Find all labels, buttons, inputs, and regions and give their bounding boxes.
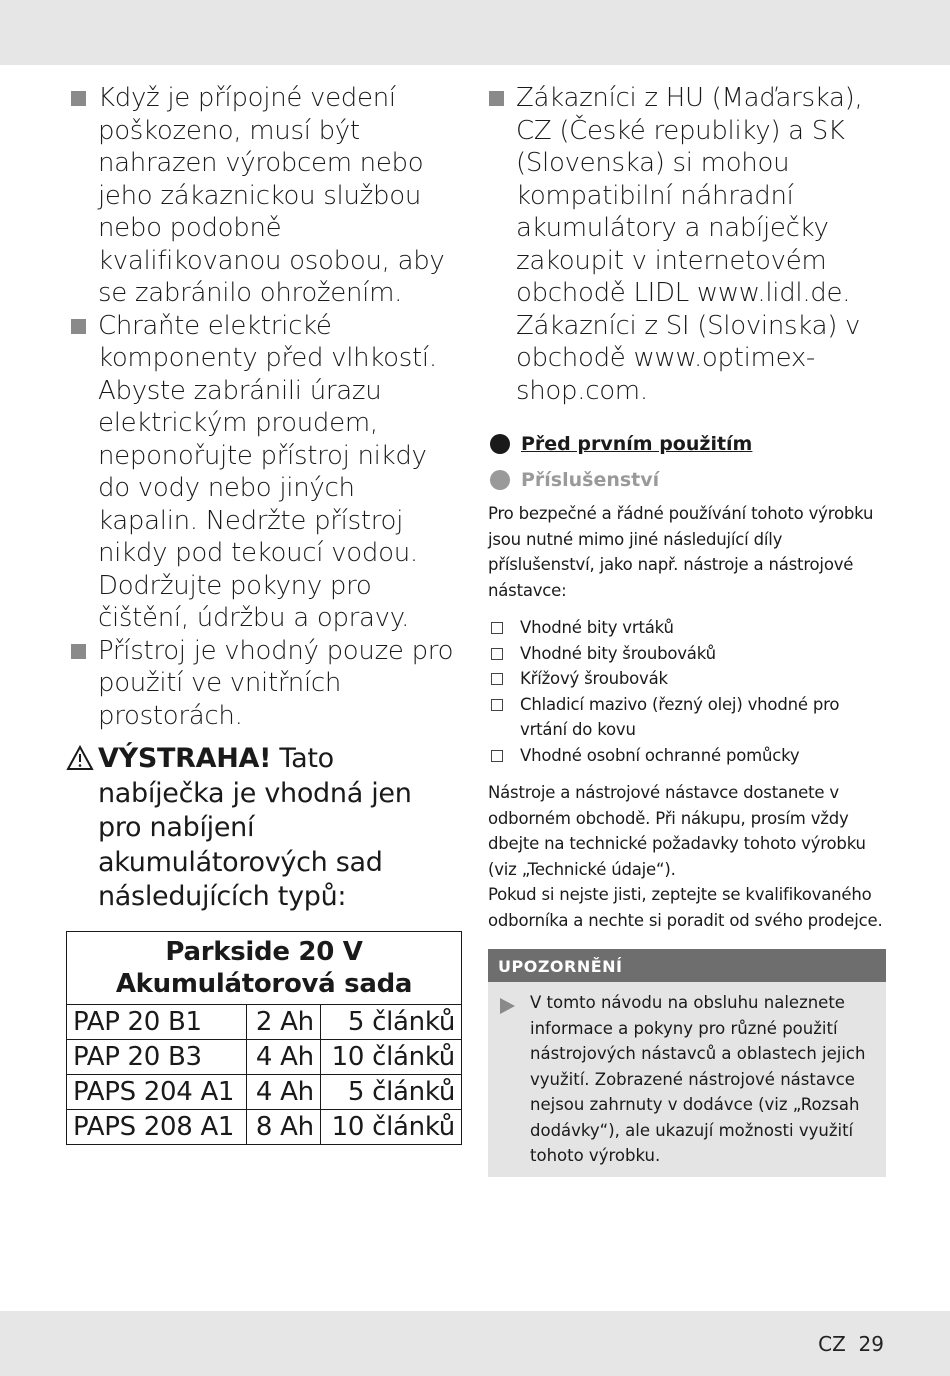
grey-circle-icon	[490, 470, 510, 490]
table-row	[67, 1039, 462, 1074]
square-bullet-icon	[71, 644, 86, 659]
square-bullet-icon	[71, 319, 86, 334]
model-cell: PAP 20 B3	[67, 1039, 247, 1074]
checklist-item: Chladicí mazivo (řezný olej) vhodné pro vrtání do kovu	[488, 692, 886, 743]
checklist	[488, 615, 886, 768]
subsection-title: Příslušenství	[521, 469, 660, 491]
bullet-item	[488, 82, 886, 407]
warning-triangle-icon	[66, 745, 94, 771]
bullet-text: Zákazníci z HU (Maďarska), CZ (České republiky) a SK (Slovenska) si mohou kompatibilní náhradní akumulátory a nabíječky zakoupit v internetovém obchodě LIDL www.lidl.de. Zákazníci z SI (Slovinska) v obchodě www.optimex-shop.com.	[516, 83, 863, 406]
table-header: Parkside 20 V Akumulátorová sada	[67, 931, 462, 1004]
checkbox-icon	[491, 622, 503, 634]
note-body	[488, 982, 886, 1169]
right-column	[488, 82, 886, 1177]
left-column	[70, 82, 462, 1145]
table-row	[67, 1074, 462, 1109]
bullet-item	[70, 310, 462, 635]
paragraph: Nástroje a nástrojové nástavce dostanete v odborném obchodě. Při nákupu, prosím vždy dbejte na technické požadavky tohoto výrobku (viz „Technické údaje“).	[488, 783, 866, 879]
checklist-item: Vhodné bity šroubováků	[488, 641, 886, 667]
checklist-item: Vhodné bity vrtáků	[488, 615, 886, 641]
warning-label: VÝSTRAHA!	[98, 743, 272, 774]
bullet-text: Přístroj je vhodný pouze pro použití ve vnitřních prostorách.	[98, 635, 454, 731]
capacity-cell: 4 Ah	[247, 1074, 320, 1109]
square-bullet-icon	[489, 91, 504, 106]
cells-cell: 5 článků	[320, 1004, 461, 1039]
bullet-item	[70, 635, 462, 733]
checklist-item: Vhodné osobní ochranné pomůcky	[488, 743, 886, 769]
table-row	[67, 1004, 462, 1039]
bullet-text: Chraňte elektrické komponenty před vlhkostí. Abyste zabránili úrazu elektrickým proudem, neponořujte přístroj nikdy do vody nebo jiných kapalin. Nedržte přístroj nikdy pod tekoucí vodou. Dodržujte pokyny pro čištění, údržbu a opravy.	[98, 310, 437, 633]
checkbox-icon	[491, 673, 503, 685]
bullet-text: Když je přípojné vedení poškozeno, musí být nahrazen výrobcem nebo jeho zákaznickou službou nebo podobně kvalifikovanou osobou, aby se zabránilo ohrožením.	[98, 83, 445, 308]
page-number: 29	[858, 1332, 884, 1356]
capacity-cell: 4 Ah	[247, 1039, 320, 1074]
section-title: Před prvním použitím	[521, 433, 753, 455]
note-title: UPOZORNĚNÍ	[488, 949, 886, 982]
note-box	[488, 949, 886, 1177]
page-footer	[818, 1332, 884, 1356]
filled-circle-icon	[490, 434, 510, 454]
cells-cell: 10 článků	[320, 1109, 461, 1144]
footer-band	[0, 1311, 950, 1376]
square-bullet-icon	[71, 91, 86, 106]
checkbox-icon	[491, 648, 503, 660]
note-text: V tomto návodu na obsluhu naleznete informace a pokyny pro různé použití nástrojových nástavců a oblastech jejich využití. Zobrazené nástrojové nástavce nejsou zahrnuty v dodávce (viz „Rozsah dodávky“), ale ukazují možnosti využití tohoto výrobku.	[530, 993, 866, 1165]
checkbox-icon	[491, 750, 503, 762]
checkbox-icon	[491, 699, 503, 711]
capacity-cell: 8 Ah	[247, 1109, 320, 1144]
battery-pack-table	[66, 931, 462, 1145]
language-code: CZ	[818, 1332, 846, 1356]
cells-cell: 10 článků	[320, 1039, 461, 1074]
cells-cell: 5 článků	[320, 1074, 461, 1109]
triangle-bullet-icon	[500, 998, 515, 1014]
table-row	[67, 1109, 462, 1144]
bullet-item	[70, 82, 462, 310]
model-cell: PAPS 208 A1	[67, 1109, 247, 1144]
header-band	[0, 0, 950, 65]
paragraph: Pokud si nejste jisti, zeptejte se kvalifikovaného odborníka a nechte si poradit od svého prodejce.	[488, 885, 883, 930]
section-heading	[488, 429, 886, 459]
subsection-heading	[488, 465, 886, 495]
model-cell: PAPS 204 A1	[67, 1074, 247, 1109]
capacity-cell: 2 Ah	[247, 1004, 320, 1039]
model-cell: PAP 20 B1	[67, 1004, 247, 1039]
warning-text: Tato nabíječka je vhodná jen pro nabíjení akumulátorových sad následujících typů:	[98, 743, 412, 912]
checklist-item: Křížový šroubovák	[488, 666, 886, 692]
intro-paragraph: Pro bezpečné a řádné používání tohoto výrobku jsou nutné mimo jiné následující díly příslušenství, jako např. nástroje a nástrojové nástavce:	[488, 504, 874, 600]
warning-block	[70, 742, 462, 915]
